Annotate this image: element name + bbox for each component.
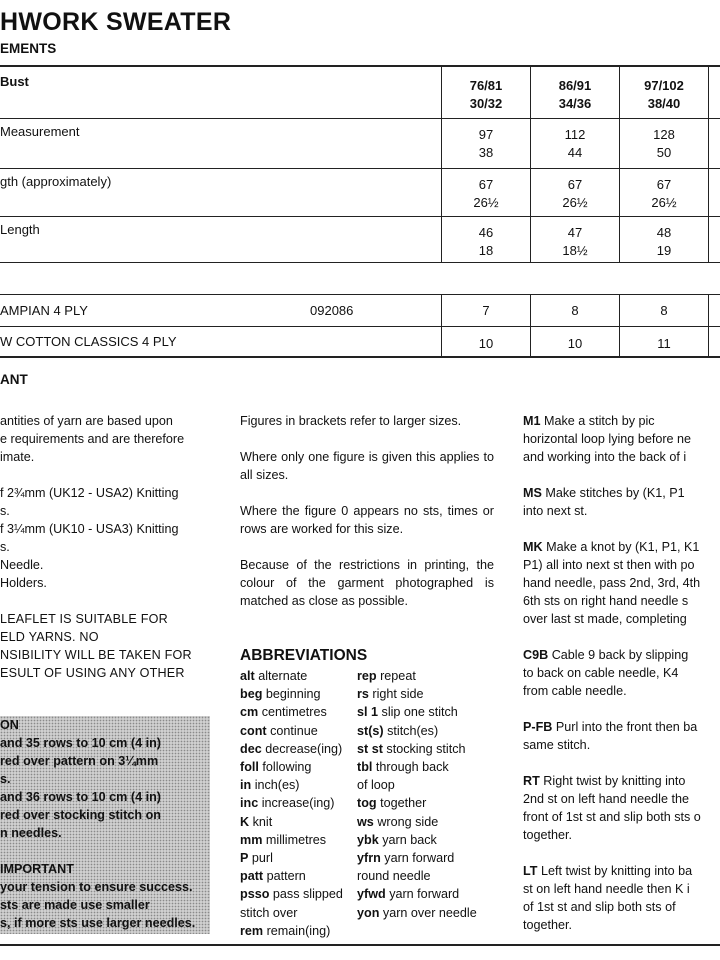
bottom-rule bbox=[0, 944, 720, 946]
table-rule bbox=[0, 356, 720, 358]
list-item: yfwd yarn forward bbox=[357, 887, 460, 902]
list-item: beg beginning bbox=[240, 687, 321, 702]
yarn-label: AMPIAN 4 PLY bbox=[0, 303, 88, 318]
yarn-label: W COTTON CLASSICS 4 PLY bbox=[0, 334, 177, 349]
table-cell: 48 19 bbox=[656, 225, 672, 258]
table-cell: 112 44 bbox=[564, 127, 586, 160]
list-item: st st stocking stitch bbox=[357, 741, 466, 756]
definition-pfb: P-FB Purl into the front then ba same stitch. bbox=[523, 720, 698, 752]
list-item: yon yarn over needle bbox=[357, 905, 477, 920]
definition-m1: M1 Make a stitch by pic horizontal loop lying before ne and working into the back of i bbox=[523, 414, 692, 464]
table-cell: 10 bbox=[567, 336, 583, 351]
list-item: yfrn yarn forward bbox=[357, 851, 455, 866]
one-figure-note: Where only one figure is given this applies to all sizes. bbox=[240, 450, 494, 482]
sizes-note-column bbox=[240, 412, 494, 628]
list-item: mm millimetres bbox=[240, 832, 327, 847]
table-cell: 11 bbox=[657, 336, 671, 351]
list-item: of loop bbox=[357, 778, 395, 793]
size-header: 76/81 30/32 bbox=[469, 78, 503, 111]
yarn-code: 092086 bbox=[310, 303, 354, 318]
bust-label: Bust bbox=[0, 74, 29, 89]
list-item: dec decrease(ing) bbox=[240, 741, 343, 756]
definition-c9b: C9B Cable 9 back by slipping to back on cable needle, K4 from cable needle. bbox=[523, 648, 689, 698]
list-item: ws wrong side bbox=[357, 814, 439, 829]
list-item: cont continue bbox=[240, 723, 318, 738]
row-label: Measurement bbox=[0, 124, 80, 139]
table-rule bbox=[0, 262, 720, 263]
table-rule bbox=[0, 168, 720, 169]
definition-ms: MS Make stitches by (K1, P1 into next st. bbox=[523, 486, 685, 518]
suitability-note: LEAFLET IS SUITABLE FOR ELD YARNS. NO NSIBILITY WILL BE TAKEN FOR ESULT OF USING ANY OTHER bbox=[0, 612, 192, 680]
list-item: K knit bbox=[240, 814, 273, 829]
important-heading: ANT bbox=[0, 372, 28, 387]
list-item: P purl bbox=[240, 851, 273, 866]
table-rule bbox=[0, 65, 720, 67]
table-divider bbox=[708, 65, 709, 262]
zero-figure-note: Where the figure 0 appears no sts, times or rows are worked for this size. bbox=[240, 504, 494, 536]
abbreviations-list-right bbox=[357, 667, 477, 922]
list-item: inc increase(ing) bbox=[240, 796, 335, 811]
list-item: tog together bbox=[357, 796, 427, 811]
table-rule bbox=[0, 326, 720, 327]
page-title: HWORK SWEATER bbox=[0, 8, 232, 36]
table-rule bbox=[0, 216, 720, 217]
size-header: 97/102 38/40 bbox=[644, 78, 684, 111]
list-item: rs right side bbox=[357, 687, 424, 702]
list-item: cm centimetres bbox=[240, 705, 327, 720]
table-cell: 10 bbox=[478, 336, 494, 351]
yarn-note: antities of yarn are based upon e requirements and are therefore imate. bbox=[0, 414, 185, 464]
list-item: alt alternate bbox=[240, 669, 308, 683]
brackets-note: Figures in brackets refer to larger sizes. bbox=[240, 414, 462, 428]
table-cell: 67 26½ bbox=[473, 177, 499, 210]
list-item: foll following bbox=[240, 760, 312, 775]
list-item: st(s) stitch(es) bbox=[357, 723, 439, 738]
list-item: in inch(es) bbox=[240, 778, 300, 793]
table-cell: 46 18 bbox=[478, 225, 494, 258]
table-rule bbox=[0, 118, 720, 119]
size-header: 86/91 34/36 bbox=[558, 78, 592, 111]
table-cell: 67 26½ bbox=[562, 177, 588, 210]
definition-lt: LT Left twist by knitting into ba st on left hand needle then K i of 1st st and slip both sts of together. bbox=[523, 864, 693, 932]
list-item: psso pass slipped bbox=[240, 887, 343, 902]
table-cell: 7 bbox=[482, 303, 490, 318]
row-label: Length bbox=[0, 222, 40, 237]
list-item: rem remain(ing) bbox=[240, 923, 331, 938]
table-cell: 47 18½ bbox=[562, 225, 588, 258]
definition-mk: MK Make a knot by (K1, P1, K1 P1) all into next st then with po hand needle, pass 2nd, 3rd, 4th 6th sts on right hand needle s over last st made, completing bbox=[523, 540, 701, 626]
abbreviations-heading: ABBREVIATIONS bbox=[240, 647, 368, 664]
list-item: stitch over bbox=[240, 905, 298, 920]
definition-rt: RT Right twist by knitting into 2nd st on left hand needle the front of 1st st and slip both sts o together. bbox=[523, 774, 701, 842]
row-label: gth (approximately) bbox=[0, 174, 112, 189]
list-item: sl 1 slip one stitch bbox=[357, 705, 458, 720]
table-cell: 8 bbox=[571, 303, 579, 318]
table-cell: 8 bbox=[660, 303, 668, 318]
table-divider bbox=[708, 294, 709, 356]
list-item: round needle bbox=[357, 869, 431, 884]
abbreviations-list-left bbox=[240, 667, 343, 940]
table-rule bbox=[0, 294, 720, 295]
list-item: tbl through back bbox=[357, 760, 449, 775]
table-cell: 67 26½ bbox=[651, 177, 677, 210]
list-item: ybk yarn back bbox=[357, 832, 437, 847]
table-cell: 128 50 bbox=[653, 127, 675, 160]
printing-note: Because of the restrictions in printing, the colour of the garment photographed is matched as close as possible. bbox=[240, 558, 494, 608]
special-abbreviations-column bbox=[523, 412, 720, 952]
table-cell: 97 38 bbox=[478, 127, 494, 160]
measurements-heading: EMENTS bbox=[0, 41, 57, 56]
notes-column bbox=[0, 412, 210, 700]
list-item: rep repeat bbox=[357, 669, 416, 683]
tension-box: ON and 35 rows to 10 cm (4 in) red over pattern on 3¼mm s. and 36 rows to 10 cm (4 in) red over stocking stitch on n needles. IMPORTANT your tension to ensure success. sts are made use smaller s, if more sts use larger needles. bbox=[0, 716, 210, 934]
list-item: patt pattern bbox=[240, 869, 306, 884]
materials-list: f 2¾mm (UK12 - USA2) Knitting s. f 3¼mm (UK10 - USA3) Knitting s. Needle. Holders. bbox=[0, 486, 179, 590]
